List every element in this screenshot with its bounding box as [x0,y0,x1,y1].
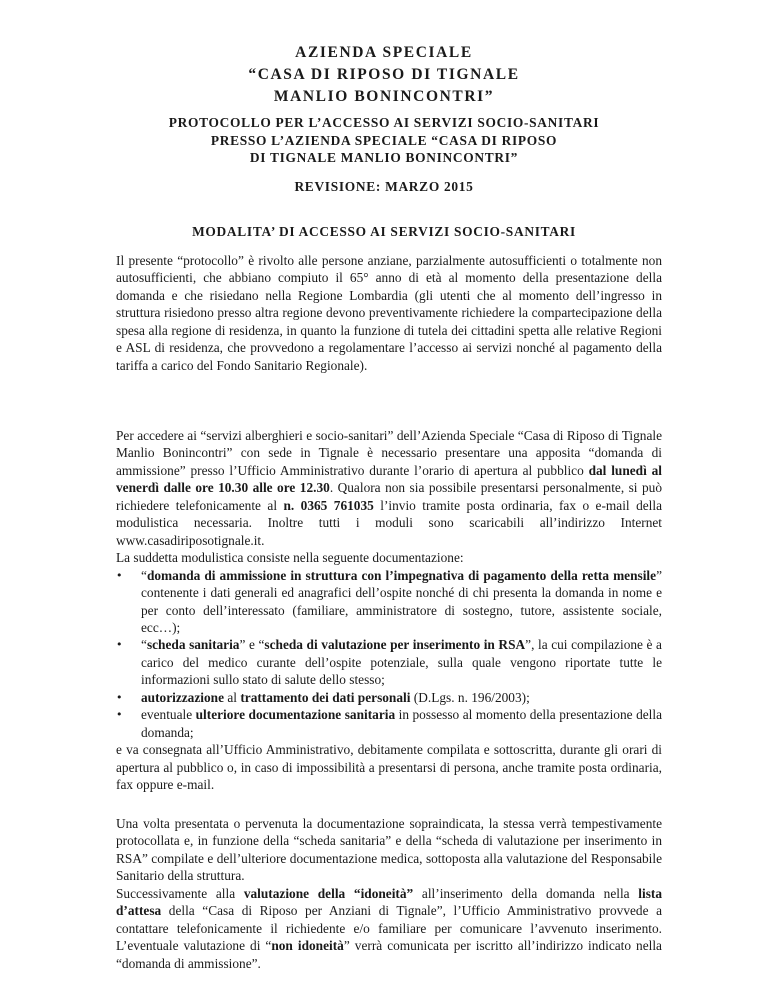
documents-list [116,567,662,742]
paragraph-eligibility: Il presente “protocollo” è rivolto alle persone anziane, parzialmente autosufficienti o totalmente non autosufficienti, che abbiano compiuto il 65° anno di età al momento della presentazione della domanda e che risiedano nella Regione Lombardia (gli utenti che al momento dell’ingresso in struttura risiedono presso altra regione devono preventivamente richiedere la compartecipazione della spesa alla regione di residenza, in quanto la funzione di tutela dei cittadini spetta alle relative Regioni e ASL di residenza, che provvedono a regolamentare l’accesso ai servizi nonché al pagamento della tariffa a carico del Fondo Sanitario Regionale). [116,253,662,373]
paragraph-evaluation [116,815,662,972]
text-run: ” contenente i dati generali ed anagrafici dell’ospite nonché di chi presenta la domanda in nome e per conto dell’interessato (familiare, amministratore di sostegno, tutore, assistente sociale, ecc…); [141,567,662,635]
document-title [0,42,768,108]
list-intro: La suddetta modulistica consiste nella seguente documentazione: [116,550,464,566]
text-run: della “Casa di Riposo per Anziani di Tignale”, l’Ufficio Amministrativo provvede a contattare telefonicamente il richiedente e/o familiare per comunicare l’avvenuto inserimento. L’eventuale valutazione di “ [116,903,662,954]
bullet-icon: • [116,568,123,582]
text-run: ”, la cui compilazione è a carico del medico curante dell’ospite potenziale, sulla quale vengono riportate tutte le informazioni sullo stato di salute dello stesso; [141,637,662,688]
title-line: MANLIO BONINCONTRI” [273,88,495,105]
title-line: “CASA DI RIPOSO DI TIGNALE [248,66,520,83]
closing-text: e va consegnata all’Ufficio Amministrativo, debitamente compilata e sottoscritta, durante gli orari di apertura al pubblico o, in caso di impossibilità a presentarsi di persona, anche tramite posta ordinaria, fax oppure e-mail. [116,742,662,793]
text-run: ” e “ [239,637,265,653]
title-line: AZIENDA SPECIALE [295,44,473,61]
text-run: all’inserimento della domanda nella [413,885,639,901]
bold-run: valutazione della “idoneità” [243,885,414,901]
bold-run: domanda di ammissione in struttura con l’impegnativa di pagamento della retta mensile [146,567,657,583]
bold-run: trattamento dei dati personali [240,689,411,705]
bullet-icon: • [116,708,123,722]
list-item [116,636,662,688]
text-run: in possesso al momento della presentazione della domanda; [141,707,662,740]
text-run: eventuale [141,707,196,723]
application-text [116,427,662,549]
list-item [116,567,662,637]
bold-run: ulteriore documentazione sanitaria [195,707,396,723]
office-hours: dal lunedì al venerdì dalle ore 10.30 alle ore 12.30 [116,462,662,496]
phone-number: n. 0365 761035 [283,497,374,513]
bold-run: scheda di valutazione per inserimento in RSA [264,637,526,653]
text-run: al [224,689,241,705]
section-heading: MODALITA’ DI ACCESSO AI SERVIZI SOCIO-SANITARI [192,224,576,239]
text-run: Successivamente alla [116,885,244,901]
bold-run: scheda sanitaria [146,637,240,653]
list-item [116,706,662,741]
text-run: l’invio tramite posta ordinaria, fax o e-mail della modulistica necessaria. Inoltre tutti i moduli sono scaricabili all’indirizzo Internet www.casadiriposotignale.it. [116,497,663,548]
bullet-icon: • [116,638,123,652]
bold-run: autorizzazione [141,689,225,705]
text-run: “ [141,567,147,583]
text-run: “ [141,637,147,653]
text-run: (D.Lgs. n. 196/2003); [410,689,530,705]
evaluation-text: Una volta presentata o pervenuta la documentazione sopraindicata, la stessa verrà tempestivamente protocollata e, in funzione della “scheda sanitaria” e della “scheda di valutazione per inserimento in RSA” compilate e dell’ulteriore documentazione medica, sottoposta alla valutazione del Responsabile Sanitario della struttura. [116,816,662,884]
bold-run: lista d’attesa [116,885,663,919]
bold-run: non idoneità [271,938,344,954]
text-run: . Qualora non sia possibile presentarsi personalmente, si può richiedere telefonicamente al [116,480,662,513]
bullet-icon: • [116,690,123,704]
text-run: Per accedere ai “servizi alberghieri e socio-sanitari” dell’Azienda Speciale “Casa di Riposo di Tignale Manlio Bonincontri” con sede in Tignale è necessario presentare una apposita “domanda di ammissione” presso l’Ufficio Amministrativo durante l’orario di apertura al pubblico [116,428,662,478]
subtitle-line: PRESSO L’AZIENDA SPECIALE “CASA DI RIPOSO [210,132,558,148]
subtitle-line: PROTOCOLLO PER L’ACCESSO AI SERVIZI SOCIO-SANITARI [168,115,600,130]
list-item [116,689,662,706]
subtitle-line: DI TIGNALE MANLIO BONINCONTRI” [249,150,519,165]
revision-date: REVISIONE: MARZO 2015 [294,179,474,194]
text-run: ” verrà comunicata per iscritto all’indirizzo indicato nella “domanda di ammissione”. [116,938,662,971]
document-subtitle [0,114,768,167]
waiting-list-text [116,885,662,972]
paragraph-application [116,427,662,794]
